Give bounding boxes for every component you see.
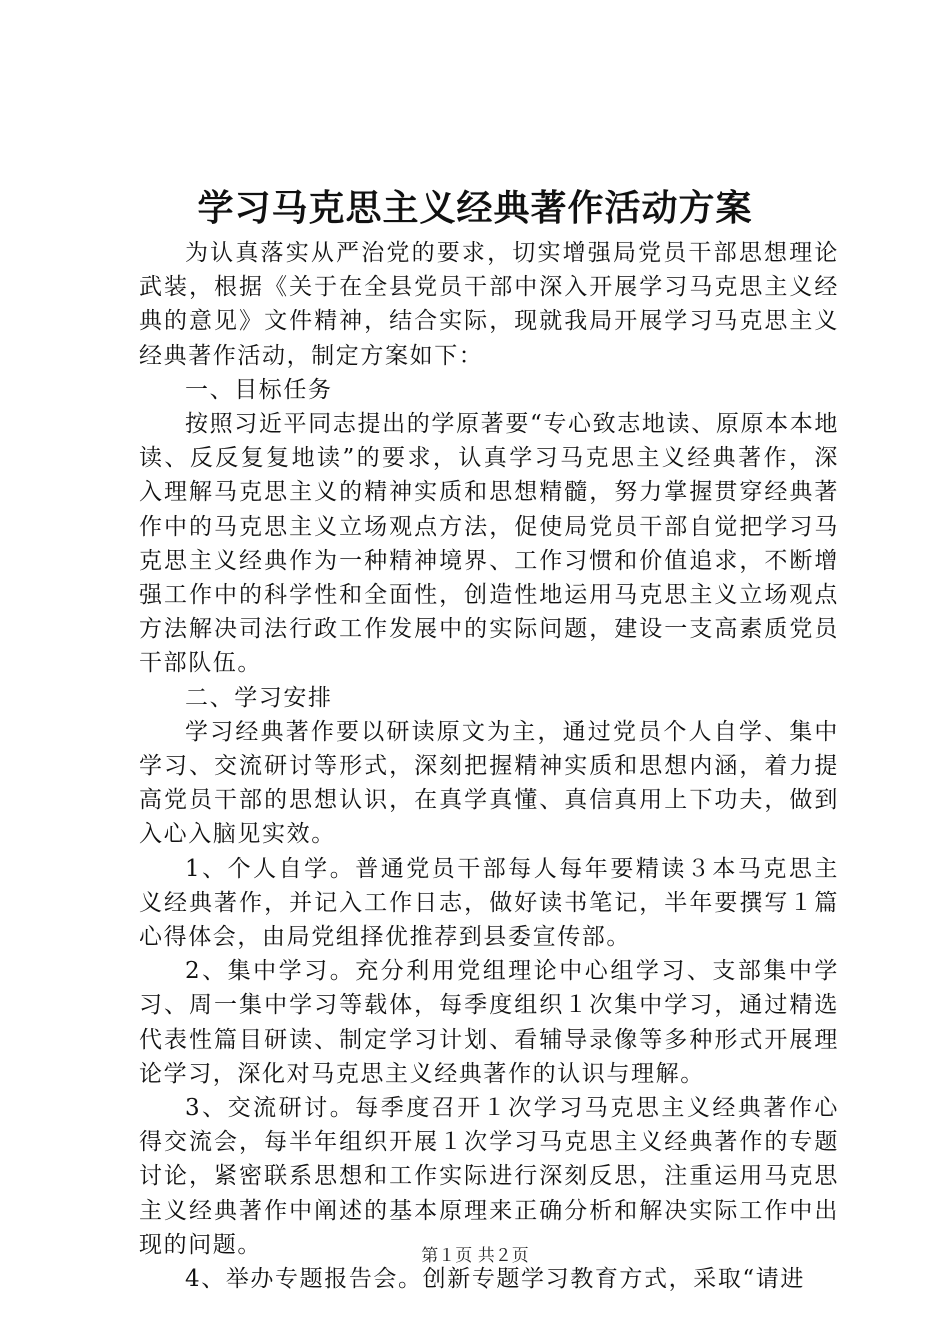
document-body — [139, 236, 839, 1296]
paragraph-arrangement: 学习经典著作要以研读原文为主，通过党员个人自学、集中学习、交流研讨等形式，深刻把握精神实质和思想内涵，着力提高党员干部的思想认识，在真学真懂、真信真用上下功夫，做到入心入脑见实效。 — [139, 718, 839, 848]
list-item-group-study: 2、集中学习。充分利用党组理论中心组学习、支部集中学习、周一集中学习等载体，每季度组织１次集中学习，通过精选代表性篇目研读、制定学习计划、看辅导录像等多种形式开展理论学习，深化对马克思主义经典著作的认识与理解。 — [139, 958, 839, 1087]
list-item-discussion: 3、交流研讨。每季度召开１次学习马克思主义经典著作心得交流会，每半年组织开展１次学习马克思主义经典著作的专题讨论，紧密联系思想和工作实际进行深刻反思，注重运用马克思主义经典著作中阐述的基本原理来正确分析和解决实际工作中出现的问题。 — [139, 1095, 839, 1258]
section-heading-arrangement: 二、学习安排 — [185, 684, 333, 711]
paragraph-intro: 为认真落实从严治党的要求，切实增强局党员干部思想理论武装，根据《关于在全县党员干部中深入开展学习马克思主义经典的意见》文件精神，结合实际，现就我局开展学习马克思主义经典著作活动，制定方案如下： — [139, 240, 839, 369]
list-item-self-study: 1、个人自学。普通党员干部每人每年要精读３本马克思主义经典著作，并记入工作日志，做好读书笔记，半年要撰写１篇心得体会，由局党组择优推荐到县委宣传部。 — [139, 855, 839, 951]
section-heading-goals: 一、目标任务 — [185, 376, 333, 403]
document-title: 学习马克思主义经典著作活动方案 — [197, 187, 753, 229]
page-number: 第１页 共２页 — [421, 1246, 529, 1266]
paragraph-goals: 按照习近平同志提出的学原著要“专心致志地读、原原本本地读、反反复复地读”的要求，认真学习马克思主义经典著作，深入理解马克思主义的精神实质和思想精髓，努力掌握贯穿经典著作中的马克思主义立场观点方法，促使局党员干部自觉把学习马克思主义经典作为一种精神境界、工作习惯和价值追求，不断增强工作中的科学性和全面性，创造性地运用马克思主义立场观点方法解决司法行政工作发展中的实际问题，建设一支高素质党员干部队伍。 — [139, 411, 839, 677]
list-item-lectures: 4、举办专题报告会。创新专题学习教育方式，采取“请进 — [185, 1266, 805, 1293]
